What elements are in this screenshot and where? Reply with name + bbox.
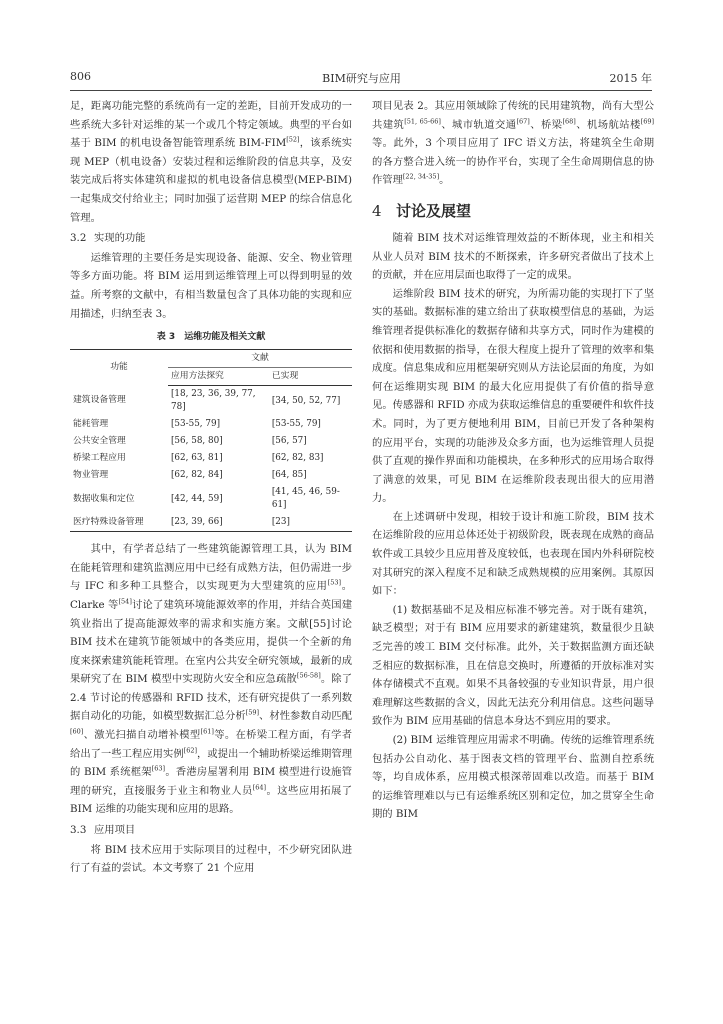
header-literature: 文献 bbox=[168, 350, 352, 368]
section-heading-3-3: 3.3 应用项目 bbox=[70, 824, 136, 837]
right-column bbox=[372, 97, 654, 824]
table-row: 能耗管理 [53-55, 79] [53-55, 79] bbox=[73, 419, 321, 430]
table-caption: 表 3 运维功能及相关文献 bbox=[156, 332, 266, 343]
header-implemented: 已实现 bbox=[269, 368, 352, 386]
paragraph: (1) 数据基础不足及相应标准不够完善。对于既有建筑，缺乏模型；对于有 BIM 应用要求的新建建筑，数量很少且缺乏完善的竣工 BIM 交付标准。此外，关于数据监测方面还缺乏相应的数据标准，且在信息交换时，所遵循的开放标准对实体存储模式不直观。如果不具备较强的专业知识背景，用户很难理解这些数据的含义，因此无法充分利用信息。这些问题导致作为 BIM 应用基础的信息本身达不到应用的要求。 bbox=[372, 603, 654, 728]
header-rule bbox=[70, 90, 652, 91]
section-heading-3-2: 3.2 实现的功能 bbox=[70, 232, 146, 245]
issue-year: 2015 年 bbox=[609, 72, 652, 85]
page-number: 806 bbox=[70, 70, 91, 83]
header-method: 应用方法探究 bbox=[168, 368, 269, 386]
table-row: 公共安全管理 [56, 58, 80] [56, 57] bbox=[73, 436, 307, 447]
paragraph: 将 BIM 技术应用于实际项目的过程中，不少研究团队进行了有益的尝试。本文考察了 21 个应用 bbox=[70, 843, 352, 875]
paragraph: 随着 BIM 技术对运维管理效益的不断体现，业主和相关从业人员对 BIM 技术的不断探索，许多研究者做出了技术上的贡献，并在应用层面也取得了一定的成果。 bbox=[372, 231, 654, 282]
table-row: 医疗特殊设备管理 [23, 39, 66] [23] bbox=[73, 517, 290, 528]
paragraph: 其中，有学者总结了一些建筑能源管理工具，认为 BIM 在能耗管理和建筑监测应用中已经有成熟方法，但仍需进一步与 IFC 和多种工具整合，以实现更为大型建筑的应用[53]。Clarke 等[54]讨论了建筑环境能源效率的作用，并结合英国建筑业指出了提高能源效率的需求和实施方案。文献[55]讨论 BIM 技术在建筑节能领域中的各类应用，提供一个全新的角度来探索建筑能耗管理。在室内公共安全研究领域，最新的成果研究了在 BIM 模型中实现防火安全和应急疏散[56-58]。除了 2.4 节讨论的传感器和 RFID 技术，还有研究提供了一系列数据自动化的功能，如模型数据汇总分析[59]、材性参数自动匹配[60]、激光扫描自动增补模型[61]等。在桥梁工程方面，有学者给出了一些工程应用实例[62]，或提出一个辅助桥梁运维期管理的 BIM 系统框架[63]。香港房屋署利用 BIM 模型进行设施管理的研究，直接服务于业主和物业人员[64]。这些应用拓展了 BIM 运维的功能实现和应用的思路。 bbox=[70, 543, 353, 816]
section-heading-4: 4 讨论及展望 bbox=[372, 201, 472, 220]
functions-table bbox=[70, 349, 352, 532]
table-row: 数据收集和定位 [42, 44, 59] [41, 45, 46, 59-61] bbox=[73, 487, 340, 511]
header-function: 功能 bbox=[110, 362, 128, 373]
table-row: 建筑设备管理 [18, 23, 36, 39, 77, 78] [34, 50, 52, 77] bbox=[73, 389, 341, 413]
left-column bbox=[70, 97, 352, 878]
journal-title: BIM研究与应用 bbox=[322, 72, 401, 85]
paragraph: 项目见表 2。其应用领域除了传统的民用建筑物，尚有大型公共建筑[51, 65-66]、城市轨道交通[67]、桥梁[68]、机场航站楼[69]等。此外，3 个项目应用了 IFC 语义方法，将建筑全生命期的各方整合进入统一的协作平台，实现了全生命周期信息的协作管理[22, 34-35]。 bbox=[372, 100, 655, 187]
citation: [52] bbox=[286, 135, 300, 144]
paragraph: 足，距离功能完整的系统尚有一定的差距，目前开发成功的一些系统大多针对运维的某一个或几个特定领域。典型的平台如基于 BIM 的机电设备智能管理系统 BIM-FIM[52]，该系统实现 MEP（机电设备）安装过程和运维阶段的信息共享，及安装完成后将实体建筑和虚拟的机电设备信息模型(MEP-BIM)一起集成交付给业主；同时加强了运营期 MEP 的综合信息化管理。 bbox=[70, 100, 352, 224]
table-row: 物业管理 [62, 82, 84] [64, 85] bbox=[73, 470, 307, 481]
paragraph: (2) BIM 运维管理应用需求不明确。传统的运维管理系统包括办公自动化、基于图表文档的管理平台、监测自控系统等，均自成体系，应用模式根深蒂固难以改造。而基于 BIM 的运维管理难以与已有运维系统区别和定位，加之贯穿全生命期的 BIM bbox=[372, 734, 654, 821]
paragraph: 运维管理的主要任务是实现设备、能源、安全、物业管理等多方面功能。将 BIM 运用到运维管理上可以得到明显的效益。所考察的文献中，有相当数量包含了具体功能的实现和应用描述，归纳至表 3。 bbox=[70, 251, 352, 320]
table-row: 桥梁工程应用 [62, 63, 81] [62, 82, 83] bbox=[73, 453, 324, 464]
paragraph: 运维阶段 BIM 技术的研究，为所需功能的实现打下了坚实的基础。数据标准的建立给出了获取模型信息的基础，为运维管理者提供标准化的数据存储和共享方式，同时作为建模的依据和使用数据的指导，在很大程度上提升了管理的效率和集成度。信息集成和应用框架研究则从方法论层面的角度，为如何在运维期实现 BIM 的最大化应用提供了有价值的指导意见。传感器和 RFID 亦成为获取运维信息的重要硬件和软件技术。同时，为了更方便地利用 BIM，目前已开发了各种架构的应用平台，实现的功能涉及众多方面，也为运维管理人员提供了直观的操作界面和功能模块，在多种形式的应用场合取得了满意的效果，可见 BIM 在运维阶段表现出很大的应用潜力。 bbox=[372, 287, 654, 505]
paragraph: 在上述调研中发现，相较于设计和施工阶段，BIM 技术在运维阶段的应用总体还处于初级阶段，既表现在成熟的商品软件或工具较少且应用普及度较低，也表现在国内外科研院校对其研究的深入程度不足和缺乏成熟规模的应用案例。其原因如下： bbox=[372, 510, 654, 598]
